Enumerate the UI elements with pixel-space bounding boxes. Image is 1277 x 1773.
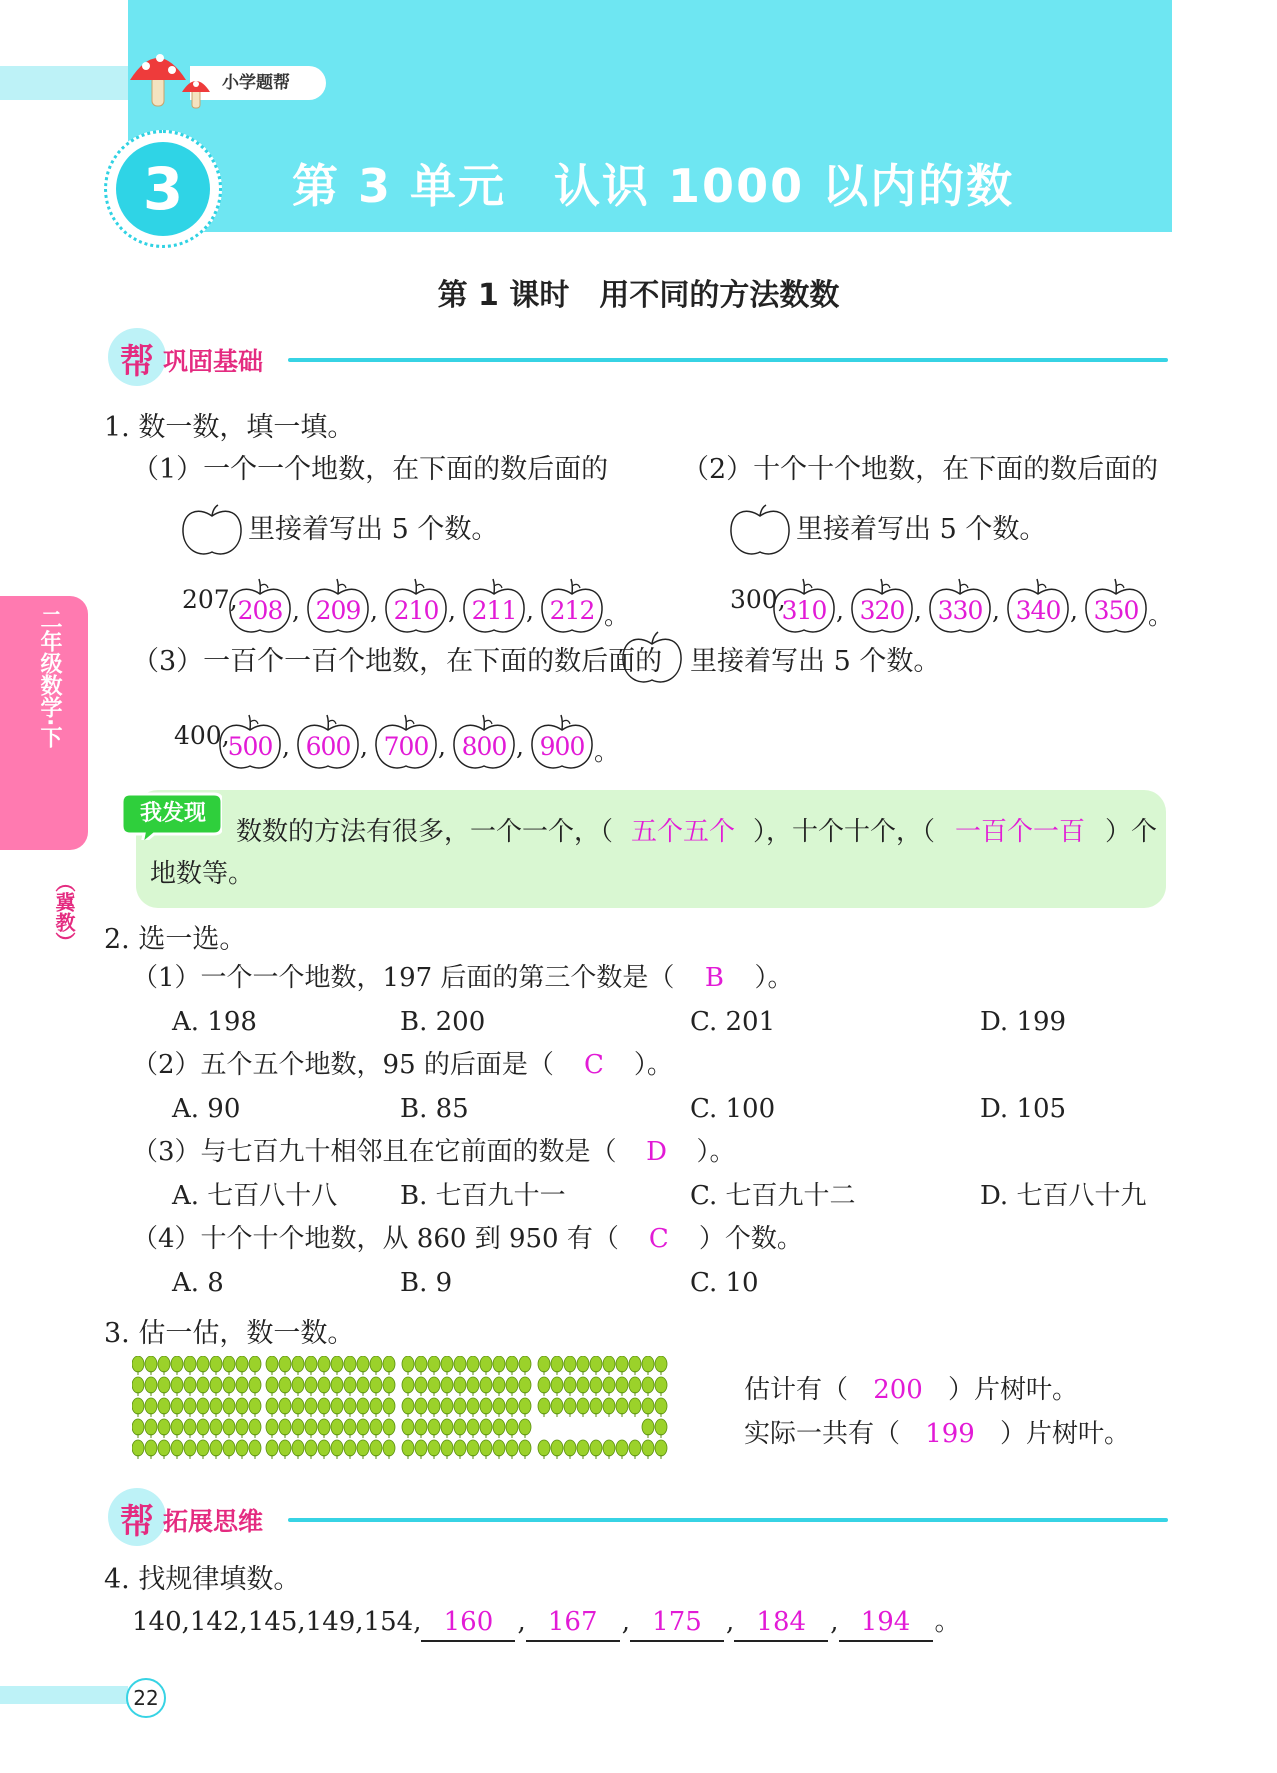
- apple-separator: ,: [992, 596, 1000, 625]
- section-extend-title: 拓展思维: [163, 1507, 264, 1536]
- q2-stem-text: （3）与七百九十相邻且在它前面的数是（: [132, 1137, 617, 1167]
- q3-actual-b: ）片树叶。: [1000, 1419, 1131, 1449]
- side-tab-edition: （冀教）: [52, 872, 76, 952]
- q4-given: 140,142,145,149,154,: [132, 1607, 422, 1637]
- apple-answer: [372, 712, 440, 764]
- q1-p1-start: 207,: [182, 585, 238, 614]
- apple-separator: ,: [526, 596, 534, 625]
- q1-p2-line1: （2）十个十个地数，在下面的数后面的: [682, 454, 1159, 485]
- q4-separator: ,: [517, 1607, 526, 1637]
- unit-title: 第 3 单元 认识 1000 以内的数: [292, 159, 1015, 213]
- brand-label: 小学题帮: [190, 66, 326, 100]
- apple-separator: ,: [438, 732, 446, 761]
- q4-answer-blank: 167: [526, 1604, 620, 1642]
- apple-separator: 。: [1148, 601, 1174, 630]
- q4-separator: ,: [621, 1607, 630, 1637]
- apple-answer: [538, 576, 606, 628]
- q2-answer: D: [646, 1137, 667, 1167]
- q2-option: D. 199: [980, 1007, 1067, 1037]
- apple-answer-value: 350: [1093, 596, 1139, 625]
- q2-stem-text: （2）五个五个地数，95 的后面是（: [132, 1050, 554, 1080]
- apple-separator: ,: [836, 596, 844, 625]
- q3-estimate-b: ）片树叶。: [948, 1375, 1079, 1405]
- q2-stem-text: （1）一个一个地数，197 后面的第三个数是（: [132, 963, 675, 993]
- apple-separator: ,: [370, 596, 378, 625]
- q2-answer: B: [704, 963, 724, 993]
- q2-item-stem: [132, 960, 793, 996]
- apple-answer: [450, 712, 518, 764]
- q2-answer: C: [583, 1050, 604, 1080]
- q1-p1-line1: （1）一个一个地数，在下面的数后面的: [132, 454, 609, 485]
- mushroom-icon: [126, 44, 216, 114]
- q1-p2-apples: [770, 576, 1174, 638]
- q2-option: C. 10: [690, 1268, 759, 1298]
- apple-answer: [460, 576, 528, 628]
- q3-estimate: [744, 1372, 1078, 1408]
- q3-actual-answer: 199: [925, 1419, 975, 1449]
- apple-answer-value: 310: [781, 596, 827, 625]
- discover-text-b: ），十个十个，（: [753, 817, 936, 847]
- q2-answer: C: [648, 1224, 669, 1254]
- q4-separator: ,: [830, 1607, 839, 1637]
- apple-answer: [226, 576, 294, 628]
- side-tab-grade: 二年级数学·下: [37, 608, 62, 749]
- apple-answer-value: 330: [937, 596, 983, 625]
- section-basic-title: 巩固基础: [163, 347, 264, 376]
- apple-separator: 。: [604, 601, 630, 630]
- apple-separator: ,: [282, 732, 290, 761]
- apple-answer-value: 700: [383, 732, 429, 761]
- q2-option: A. 90: [172, 1094, 241, 1124]
- q2-item-stem: [132, 1047, 673, 1083]
- q2-option: D. 105: [980, 1094, 1067, 1124]
- q2-title: 2. 选一选。: [104, 924, 247, 955]
- unit-number: 3: [116, 142, 210, 236]
- apple-answer-value: 212: [549, 596, 595, 625]
- q2-option: D. 七百八十九: [980, 1181, 1147, 1211]
- section-divider: [288, 358, 1168, 362]
- apple-answer: [848, 576, 916, 628]
- q2-option: B. 七百九十一: [400, 1181, 566, 1211]
- q3-actual-a: 实际一共有（: [744, 1419, 901, 1449]
- section-bang: 帮: [120, 342, 154, 382]
- section-bang: 帮: [120, 1502, 154, 1542]
- q2-option: A. 七百八十八: [172, 1181, 338, 1211]
- discover-text-c: ）个: [1105, 817, 1158, 847]
- q4-answer-blank: 184: [734, 1604, 828, 1642]
- q4-answer-blank: 160: [421, 1604, 515, 1642]
- q2-option: B. 9: [400, 1268, 453, 1298]
- page-number: 22: [126, 1678, 166, 1718]
- q1-p1-line2: 里接着写出 5 个数。: [248, 514, 499, 545]
- apple-separator: 。: [594, 737, 620, 766]
- discover-text-a: 数数的方法有很多，一个一个，（: [236, 817, 614, 847]
- apple-separator: ,: [516, 732, 524, 761]
- header-wave: [128, 214, 1172, 240]
- section-basic-header: [108, 328, 1168, 380]
- apple-answer: [294, 712, 362, 764]
- apple-answer: [770, 576, 838, 628]
- q1-p2-start: 300,: [730, 585, 786, 614]
- q2-stem-end: ）个数。: [698, 1224, 803, 1254]
- apple-answer: [1082, 576, 1150, 628]
- apple-separator: ,: [1070, 596, 1078, 625]
- q2-item-stem: [132, 1134, 736, 1170]
- q1-p2-line2: 里接着写出 5 个数。: [796, 514, 1047, 545]
- q2-stem-end: ）。: [633, 1050, 673, 1080]
- q2-stem-end: ）。: [696, 1137, 736, 1167]
- q3-title: 3. 估一估，数一数。: [104, 1318, 355, 1349]
- apple-outline-icon: [620, 630, 684, 686]
- apple-answer-value: 208: [237, 596, 283, 625]
- discover-line1: [236, 814, 1157, 850]
- section-extend-header: [108, 1488, 1168, 1540]
- apple-answer: [1004, 576, 1072, 628]
- q2-option: C. 七百九十二: [690, 1181, 856, 1211]
- apple-answer-value: 320: [859, 596, 905, 625]
- q4-sequence: [132, 1604, 961, 1642]
- apple-answer: [304, 576, 372, 628]
- apple-answer: [528, 712, 596, 764]
- q2-item-stem: [132, 1221, 803, 1257]
- apple-answer-value: 210: [393, 596, 439, 625]
- leaves-image: [132, 1356, 692, 1462]
- apple-outline-icon: [728, 504, 792, 558]
- apple-outline-icon: [180, 504, 244, 558]
- apple-answer: [382, 576, 450, 628]
- discover-badge: 我发现: [139, 801, 206, 826]
- apple-answer-value: 500: [227, 732, 273, 761]
- q2-option: B. 85: [400, 1094, 469, 1124]
- footer-strip: [0, 1686, 128, 1704]
- q1-p3-start: 400,: [174, 721, 230, 750]
- q3-estimate-answer: 200: [873, 1375, 923, 1405]
- apple-answer-value: 209: [315, 596, 361, 625]
- q2-stem-text: （4）十个十个地数，从 860 到 950 有（: [132, 1224, 619, 1254]
- q2-option: A. 198: [172, 1007, 257, 1037]
- q4-answer-blank: 175: [630, 1604, 724, 1642]
- q1-p3-line-b: 里接着写出 5 个数。: [690, 646, 941, 677]
- q3-actual: [744, 1416, 1130, 1452]
- apple-answer: [926, 576, 994, 628]
- apple-separator: ,: [292, 596, 300, 625]
- apple-answer-value: 800: [461, 732, 507, 761]
- q1-p3-apples: [216, 712, 620, 774]
- discover-answer-2: 一百个一百: [955, 817, 1086, 847]
- q2-option: C. 100: [690, 1094, 776, 1124]
- q1-p1-apples: [226, 576, 630, 638]
- discover-answer-1: 五个五个: [631, 817, 736, 847]
- apple-separator: ,: [448, 596, 456, 625]
- q2-option: B. 200: [400, 1007, 486, 1037]
- apple-answer-value: 211: [471, 596, 517, 625]
- section-divider: [288, 1518, 1168, 1522]
- header-left-strip: [0, 66, 128, 100]
- q4-separator: ,: [725, 1607, 735, 1637]
- apple-separator: ,: [360, 732, 368, 761]
- q1-title: 1. 数一数，填一填。: [104, 412, 355, 443]
- q4-title: 4. 找规律填数。: [104, 1564, 301, 1595]
- q4-separator: 。: [934, 1607, 961, 1637]
- apple-answer: [216, 712, 284, 764]
- q2-option: C. 201: [690, 1007, 776, 1037]
- q4-answer-blank: 194: [839, 1604, 933, 1642]
- q2-stem-end: ）。: [754, 963, 794, 993]
- apple-answer-value: 340: [1015, 596, 1061, 625]
- apple-separator: ,: [914, 596, 922, 625]
- apple-answer-value: 900: [539, 732, 585, 761]
- q2-option: A. 8: [172, 1268, 224, 1298]
- lesson-title: 第 1 课时 用不同的方法数数: [437, 278, 840, 313]
- discover-line2: 地数等。: [150, 859, 255, 889]
- apple-answer-value: 600: [305, 732, 351, 761]
- q3-estimate-a: 估计有（: [744, 1375, 849, 1405]
- q1-p3-line-a: （3）一百个一百个地数，在下面的数后面的: [132, 646, 663, 677]
